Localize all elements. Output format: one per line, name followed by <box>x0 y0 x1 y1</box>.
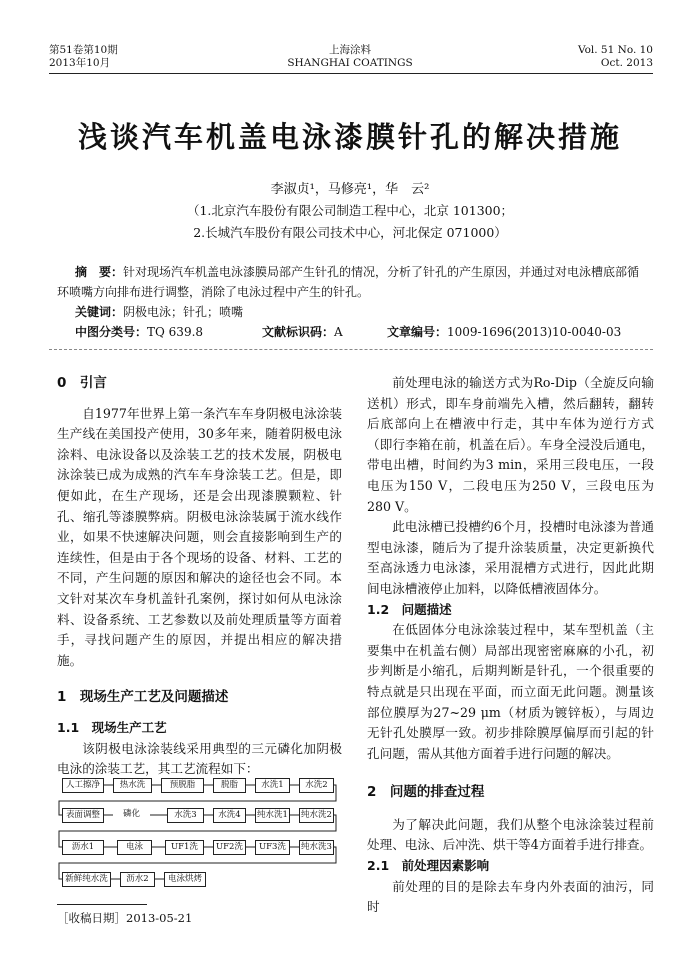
cls-code: TQ 639.8 <box>147 325 204 339</box>
flow-step: 纯水洗3 <box>299 840 334 855</box>
doc-code: A <box>334 325 343 339</box>
doc-label: 文献标识码： <box>262 325 335 339</box>
abstract-block <box>57 262 642 342</box>
article-id: 1009-1696(2013)10-0040-03 <box>447 325 622 339</box>
journal-name: 上海涂料 SHANGHAI COATINGS <box>287 44 413 69</box>
right-column <box>367 373 654 918</box>
header-rule <box>49 73 653 74</box>
flow-step: 水洗4 <box>213 808 246 823</box>
flow-step: 水洗3 <box>167 808 204 823</box>
flow-step: 水洗1 <box>255 778 290 793</box>
section-0-heading: 0 引言 <box>57 375 107 391</box>
abstract-rule <box>49 349 653 350</box>
intro-paragraph: 自1977年世界上第一条汽车车身阴极电泳涂装生产线在美国投产使用，30多年来，随着阴极电泳涂料、电泳设备以及涂装工艺的技术发展，阴极电泳涂装已成为成熟的汽车车身涂装工艺。但是，即便如此，在生产现场，还是会出现漆膜颗粒、针孔、缩孔等漆膜弊病。阴极电泳涂装属于流水线作业，如果不快速解决问题，则会直接影响到生产的连续性，但是由于各个现场的设备、材料、工艺的不同，产生问题的原因和解决的途径也会不同。本文针对某次车身机盖针孔案例，探讨如何从电泳涂料、设备系统、工艺参数以及前处理质量等方面着手，寻找问题产生的原因，并提出相应的解决措施。 <box>57 405 342 668</box>
flow-step: 磷化 <box>113 808 150 821</box>
flow-step: UF3洗 <box>255 840 290 855</box>
journal-issue: 第51卷第10期 2013年10月 <box>49 44 118 69</box>
flow-step: 水洗2 <box>299 778 334 793</box>
abstract-text: 针对现场汽车机盖电泳漆膜局部产生针孔的情况，分析了针孔的产生原因，并通过对电泳槽底部循环喷嘴方向排布进行调整，消除了电泳过程中产生的针孔。 <box>57 265 640 299</box>
flow-step: 电泳烘烤 <box>164 872 206 887</box>
section-1-2-text: 在低固体分电泳涂装过程中，某车型机盖（主要集中在机盖右侧）局部出现密密麻麻的小孔，初步判断是小缩孔，后期判断是针孔，一个很重要的特点就是只出现在平面，而立面无此问题。测量该部位膜厚为27~29 μm（材质为镀锌板），与周边无针孔处膜厚一致。初步排除膜厚偏厚而引起的针孔问题，需从其他方面着手进行问题的解决。 <box>367 622 654 761</box>
affiliation-1: （1.北京汽车股份有限公司制造工程中心，北京 101300； <box>186 203 514 218</box>
right-paragraph-1: 前处理电泳的输送方式为Ro-Dip（全旋反向输送机）形式，即车身前端先入槽，然后翻转，翻转后底部向上在槽液中行走，其中车体为逆行方式（即行李箱在前，机盖在后）。车身全浸没后通电，带电出槽，时间约为3 min，采用三段电压，一段电压为150 V，二段电压为250 V，三段电压为280 V。 <box>367 375 654 514</box>
section-2-heading: 2 问题的排查过程 <box>367 784 485 801</box>
flow-step: 热水洗 <box>113 778 152 793</box>
left-column <box>57 373 342 780</box>
flow-step: UF2洗 <box>213 840 246 855</box>
cls-label: 中图分类号： <box>75 325 148 339</box>
journal-volume: Vol. 51 No. 10 Oct. 2013 <box>577 44 653 69</box>
keywords-label: 关键词： <box>75 305 124 319</box>
section-1-1-heading: 1.1 现场生产工艺 <box>57 719 167 735</box>
section-1-heading: 1 现场生产工艺及问题描述 <box>57 689 229 706</box>
flow-step: 纯水洗2 <box>299 808 334 823</box>
article-id-label: 文章编号： <box>387 325 448 339</box>
section-1-1-text: 该阴极电泳涂装线采用典型的三元磷化加阴极电泳的涂装工艺，其工艺流程如下： <box>57 740 342 777</box>
process-flow-diagram <box>57 777 337 897</box>
flow-step: 沥水1 <box>62 840 104 855</box>
section-2-1-heading: 2.1 前处理因素影响 <box>367 858 490 874</box>
article-title: 浅谈汽车机盖电泳漆膜针孔的解决措施 <box>77 120 622 154</box>
abstract-label: 摘 要： <box>75 265 124 279</box>
authors: 李淑贞¹，马修亮¹，华 云² <box>270 182 430 197</box>
affiliation-2: 2.长城汽车股份有限公司技术中心，河北保定 071000） <box>193 225 507 240</box>
flow-step: 预脱脂 <box>161 778 204 793</box>
section-2-1-text: 前处理的目的是除去车身内外表面的油污，同时 <box>367 878 654 915</box>
flow-step: 新鲜纯水洗 <box>62 872 111 887</box>
footnote-rule <box>57 904 147 905</box>
keywords: 阴极电泳；针孔；喷嘴 <box>123 305 244 319</box>
flow-step: 电泳 <box>117 840 152 855</box>
flow-step: 脱脂 <box>213 778 246 793</box>
flow-step: 沥水2 <box>120 872 155 887</box>
right-paragraph-2: 此电泳槽已投槽约6个月，投槽时电泳漆为普通型电泳漆，随后为了提升涂装质量，决定更新换代至高泳透力电泳漆，采用混槽方式进行，因此此期间电泳槽液停止加料，以降低槽液固体分。 <box>367 519 654 596</box>
flow-step: UF1洗 <box>165 840 204 855</box>
flow-step: 人工擦净 <box>62 778 104 793</box>
received-date: ［收稿日期］2013-05-21 <box>57 911 193 925</box>
section-2-text: 为了解决此问题，我们从整个电泳涂装过程前处理、电泳、后冲洗、烘干等4方面着手进行排查。 <box>367 816 654 853</box>
flow-step: 纯水洗1 <box>255 808 290 823</box>
section-1-2-heading: 1.2 问题描述 <box>367 601 452 617</box>
flow-step: 表面调整 <box>62 808 104 823</box>
